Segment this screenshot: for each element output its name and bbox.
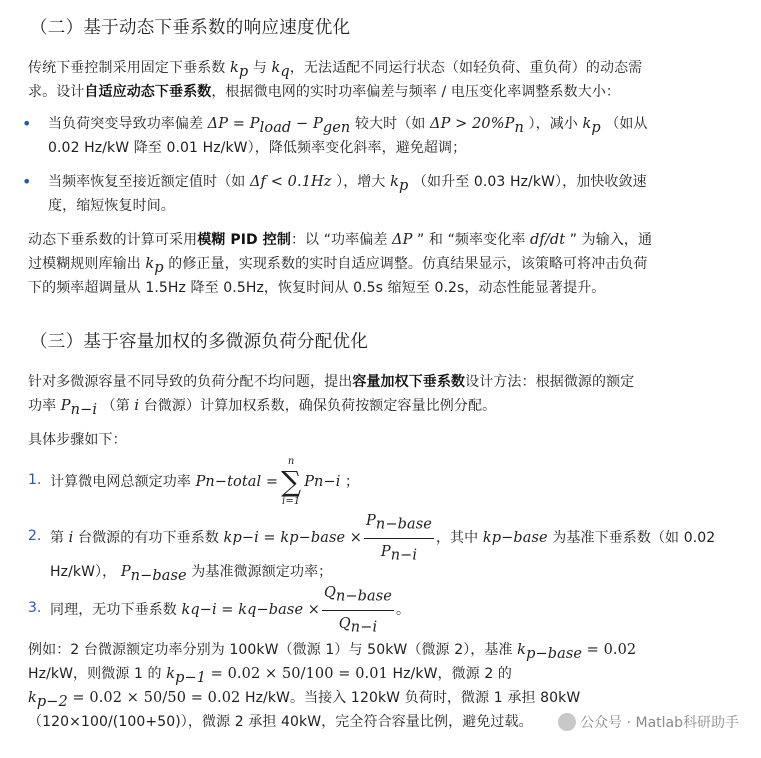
- wechat-icon: [558, 713, 576, 731]
- step-number: 3.: [28, 600, 42, 616]
- example-line1: 例如：2 台微源额定功率分别为 100kW（微源 1）与 50kW（微源 2），基准 $k_{p-base} = 0.02$: [28, 642, 637, 662]
- section3-title: （三）基于容量加权的多微源负荷分配优化: [30, 332, 369, 352]
- step-number: 2.: [28, 528, 42, 544]
- step2-line2: Hz/kW）， $P_{n-base}$ 为基准微源额定功率；: [50, 564, 333, 584]
- fraction: $\frac{P_{n-base}}{P_{n-i}}$: [364, 509, 434, 567]
- section3-para1-line1: 针对多微源容量不同导致的负荷分配不均问题，提出容量加权下垂系数设计方法：根据微源的额定: [28, 374, 635, 390]
- example-line3: $k_{p-2} = 0.02 \times 50/50 = 0.02$ Hz/kW。当接入 120kW 负荷时，微源 1 承担 80kW: [28, 690, 581, 710]
- section2-title: （二）基于动态下垂系数的响应速度优化: [30, 18, 351, 38]
- example-line4: （120×100/(100+50)），微源 2 承担 40kW，完全符合容量比例，避免过载。: [28, 714, 533, 730]
- section2-bullet1-line2: 0.02 Hz/kW 降至 0.01 Hz/kW），降低频率变化斜率，避免超调；: [48, 140, 467, 156]
- step1: 计算微电网总额定功率 P n−total = n ∑ i=1 P n−i ；: [50, 456, 360, 507]
- steps-intro: 具体步骤如下：: [28, 432, 127, 448]
- section2-para1-line2: 求。设计自适应动态下垂系数，根据微电网的实时功率偏差与频率 / 电压变化率调整系数大小：: [28, 84, 621, 100]
- section2-bullet2-line1: 当频率恢复至接近额定值时（如 Δf < 0.1Hz ），增大 $k_p$ （如升至 0.03 Hz/kW），加快收敛速: [48, 174, 647, 194]
- section2-para2-line1: 动态下垂系数的计算可采用模糊 PID 控制：以 “功率偏差 ΔP ” 和 “频率变化率 df/dt ” 为输入，通: [28, 232, 653, 248]
- example-line2: Hz/kW，则微源 1 的 $k_{p-1} = 0.02 \times 50/100 = 0.01$ Hz/kW，微源 2 的: [28, 666, 513, 686]
- section2-para1-line1: 传统下垂控制采用固定下垂系数 $k_p$ 与 $k_q$，无法适配不同运行状态（如轻负荷、重负荷）的动态需: [28, 60, 643, 80]
- fraction: $\frac{Q_{n-base}}{Q_{n-i}}$: [322, 581, 394, 639]
- watermark: [558, 712, 739, 732]
- bullet-dot: •: [22, 172, 32, 191]
- section3-para1-line2: 功率 $P_{n-i}$ （第 i 台微源）计算加权系数，确保负荷按额定容量比例分配。: [28, 398, 497, 418]
- section2-bullet1-line1: 当负荷突变导致功率偏差 $\Delta P = P_{load} - P_{gen}$ 较大时（如 $\Delta P > 20\%P_n$ ），减小 $k_p$ （如从: [48, 116, 648, 136]
- watermark-text: 公众号 · Matlab科研助手: [580, 715, 739, 731]
- bullet-dot: •: [22, 114, 32, 133]
- section2-para2-line2: 过模糊规则库输出 $k_p$ 的修正量，实现系数的实时自适应调整。仿真结果显示，该策略可将冲击负荷: [28, 256, 648, 276]
- step-number: 1.: [28, 472, 42, 488]
- step2-line1: 第 i 台微源的有功下垂系数 k p−i = k p−base × $\frac{P_{n-base}}{P_{n-i}}$ ，其中 k p−base 为基准下垂系数（如 0.02: [50, 514, 715, 562]
- summation: n ∑ i=1: [281, 456, 302, 507]
- step3: 同理，无功下垂系数 k q−i = k q−base × $\frac{Q_{n-base}}{Q_{n-i}}$ 。: [50, 586, 410, 634]
- section2-bullet2-line2: 度，缩短恢复时间。: [48, 198, 175, 214]
- section2-para2-line3: 下的频率超调量从 1.5Hz 降至 0.5Hz，恢复时间从 0.5s 缩短至 0.2s，动态性能显著提升。: [28, 280, 606, 296]
